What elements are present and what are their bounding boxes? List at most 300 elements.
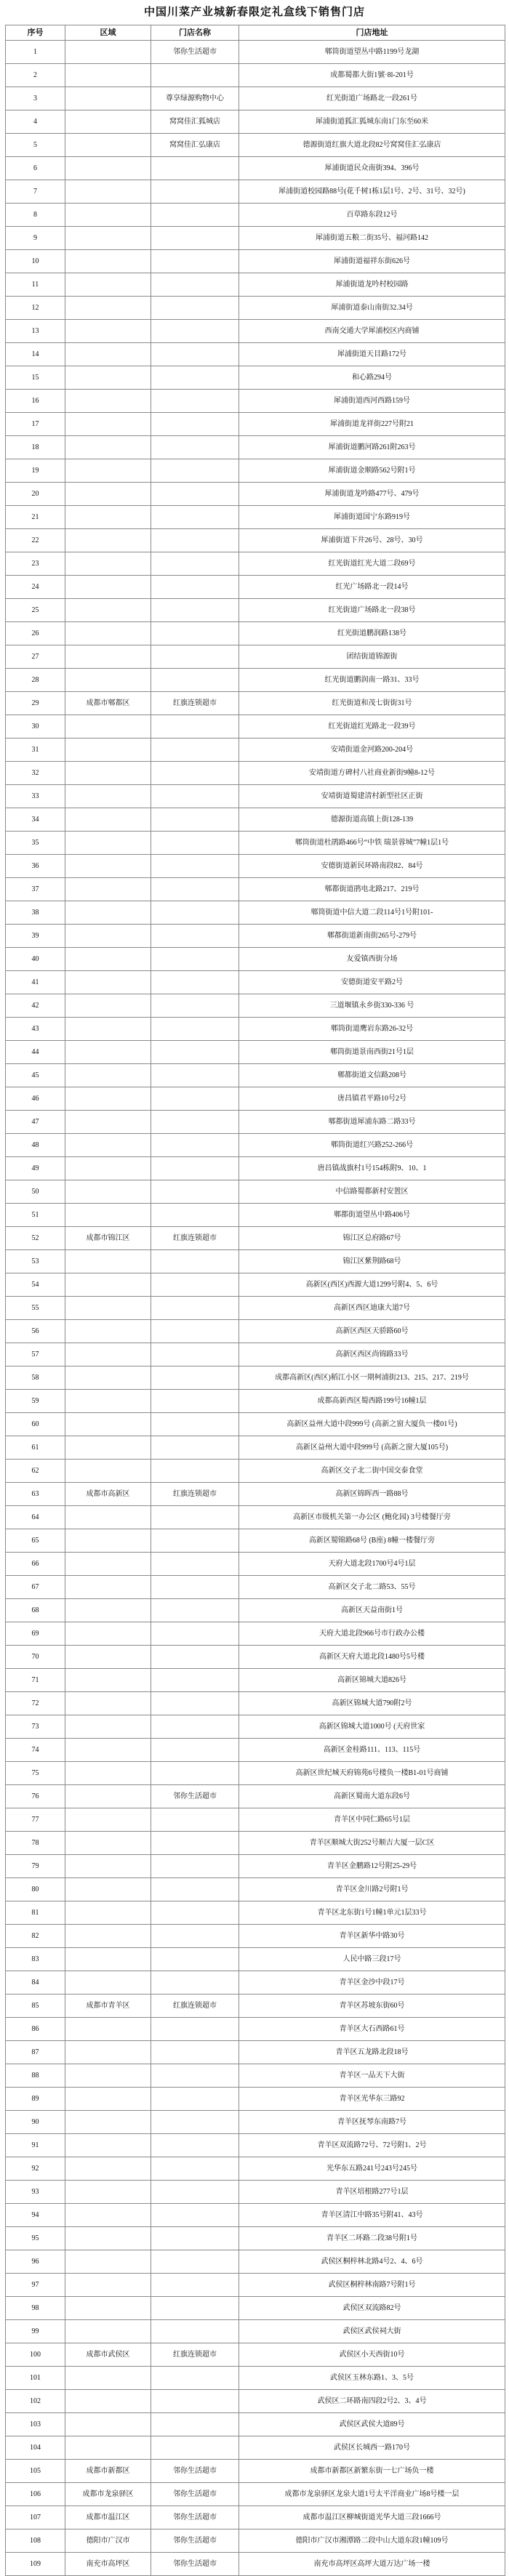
row-store-address: 团结街道锦源街	[239, 645, 505, 669]
table-row	[6, 1739, 505, 1762]
row-region	[65, 227, 151, 250]
row-region	[65, 738, 151, 762]
row-store-address: 锦江区紫荆路68号	[239, 1250, 505, 1273]
row-store-name	[151, 808, 239, 832]
table-row	[6, 599, 505, 622]
row-store-address: 安靖街道蜀建清村新型社区正街	[239, 785, 505, 808]
row-index: 78	[6, 1832, 65, 1855]
table-row	[6, 1087, 505, 1111]
row-store-address: 红光街道鹏润路138号	[239, 622, 505, 645]
row-region	[65, 1436, 151, 1460]
row-region	[65, 2227, 151, 2250]
row-store-address: 高新区蜀锦路68号 (B座) 8幢一楼餐厅旁	[239, 1529, 505, 1553]
row-region	[65, 2367, 151, 2390]
row-region	[65, 1134, 151, 1157]
row-store-name	[151, 1576, 239, 1599]
row-index: 86	[6, 2018, 65, 2041]
table-row	[6, 645, 505, 669]
row-index: 47	[6, 1111, 65, 1134]
table-row	[6, 994, 505, 1018]
store-table	[5, 25, 505, 2576]
row-region	[65, 1971, 151, 1995]
table-row	[6, 1041, 505, 1064]
row-store-name	[151, 1692, 239, 1715]
row-store-address: 唐昌镇战旗村1号154栋附9、10、1	[239, 1157, 505, 1180]
table-row	[6, 808, 505, 832]
row-store-address: 高新区金桂路111、113、115号	[239, 1739, 505, 1762]
row-store-address: 青羊区新华中路30号	[239, 1925, 505, 1948]
row-region	[65, 994, 151, 1018]
row-region	[65, 1204, 151, 1227]
row-store-name	[151, 1180, 239, 1204]
row-store-address: 天府大道北段966号市行政办公楼	[239, 1622, 505, 1646]
row-store-name	[151, 529, 239, 552]
row-index: 32	[6, 762, 65, 785]
row-store-name: 邻你生活超市	[151, 1785, 239, 1808]
row-region	[65, 1460, 151, 1483]
row-store-address: 高新区天府大道北段1480号5号楼	[239, 1646, 505, 1669]
row-store-name	[151, 901, 239, 925]
row-region	[65, 669, 151, 692]
row-index: 49	[6, 1157, 65, 1180]
row-store-address: 犀浦街道鹏河路261附263号	[239, 436, 505, 459]
table-row	[6, 436, 505, 459]
row-region	[65, 552, 151, 576]
row-store-name	[151, 1971, 239, 1995]
row-store-address: 高新区天益南街1号	[239, 1599, 505, 1622]
row-store-address: 郫都街道望丛中路406号	[239, 1204, 505, 1227]
row-index: 14	[6, 343, 65, 366]
row-index: 37	[6, 878, 65, 901]
row-index: 67	[6, 1576, 65, 1599]
row-region	[65, 320, 151, 343]
table-row	[6, 506, 505, 529]
row-region	[65, 2320, 151, 2343]
row-region	[65, 1343, 151, 1367]
row-region	[65, 948, 151, 971]
row-index: 18	[6, 436, 65, 459]
row-region	[65, 1553, 151, 1576]
row-store-name: 窝窝佳汇狐城店	[151, 110, 239, 134]
row-store-address: 光华东五路241号243号245号	[239, 2157, 505, 2181]
row-store-name	[151, 320, 239, 343]
row-store-name	[151, 2250, 239, 2274]
row-store-address: 郫筒街道中信大道二段114号1号附101-	[239, 901, 505, 925]
row-region: 成都市锦江区	[65, 1227, 151, 1250]
row-store-name	[151, 576, 239, 599]
row-region	[65, 2111, 151, 2134]
row-index: 74	[6, 1739, 65, 1762]
row-region: 成都市新都区	[65, 2460, 151, 2483]
row-region	[65, 1669, 151, 1692]
table-row	[6, 110, 505, 134]
table-header-row	[6, 25, 505, 41]
row-store-name	[151, 1297, 239, 1320]
row-index: 80	[6, 1878, 65, 1901]
header-region: 区域	[65, 25, 151, 41]
row-region	[65, 645, 151, 669]
row-store-address: 高新区西区尚锦路33号	[239, 1343, 505, 1367]
row-store-name	[151, 1553, 239, 1576]
table-row	[6, 1227, 505, 1250]
row-index: 11	[6, 273, 65, 297]
row-store-name	[151, 1111, 239, 1134]
row-index: 30	[6, 715, 65, 738]
row-store-address: 红光街道红光大道二段69号	[239, 552, 505, 576]
row-index: 82	[6, 1925, 65, 1948]
row-index: 61	[6, 1436, 65, 1460]
table-row	[6, 157, 505, 180]
row-index: 9	[6, 227, 65, 250]
table-row	[6, 1250, 505, 1273]
row-store-name	[151, 2274, 239, 2297]
row-index: 66	[6, 1553, 65, 1576]
row-index: 57	[6, 1343, 65, 1367]
row-store-address: 高新区锦城大道1000号 (天府世家	[239, 1715, 505, 1739]
row-region	[65, 1390, 151, 1413]
row-region	[65, 110, 151, 134]
row-store-address: 郫筒街道红兴路252-266号	[239, 1134, 505, 1157]
table-row	[6, 762, 505, 785]
row-index: 56	[6, 1320, 65, 1343]
row-index: 77	[6, 1808, 65, 1832]
table-row	[6, 2529, 505, 2553]
row-region	[65, 2204, 151, 2227]
row-region	[65, 1157, 151, 1180]
row-store-address: 青羊区抚琴东南路7号	[239, 2111, 505, 2134]
row-store-address: 红光街道广场路北一段261号	[239, 87, 505, 110]
row-index: 103	[6, 2413, 65, 2436]
row-store-name	[151, 645, 239, 669]
row-store-name	[151, 832, 239, 855]
row-region	[65, 390, 151, 413]
table-row	[6, 1901, 505, 1925]
row-region	[65, 1855, 151, 1878]
row-store-address: 犀浦街道西河西路159号	[239, 390, 505, 413]
row-index: 69	[6, 1622, 65, 1646]
row-index: 6	[6, 157, 65, 180]
row-store-name	[151, 785, 239, 808]
row-index: 51	[6, 1204, 65, 1227]
table-row	[6, 2553, 505, 2576]
row-store-name	[151, 1250, 239, 1273]
row-store-name	[151, 180, 239, 204]
table-row	[6, 1018, 505, 1041]
row-store-name	[151, 738, 239, 762]
row-region	[65, 1018, 151, 1041]
row-region	[65, 2018, 151, 2041]
row-index: 27	[6, 645, 65, 669]
table-row	[6, 2111, 505, 2134]
table-row	[6, 1948, 505, 1971]
row-index: 10	[6, 250, 65, 273]
table-row	[6, 273, 505, 297]
row-region	[65, 1901, 151, 1925]
row-index: 22	[6, 529, 65, 552]
row-index: 13	[6, 320, 65, 343]
row-index: 55	[6, 1297, 65, 1320]
table-row	[6, 320, 505, 343]
row-store-name	[151, 506, 239, 529]
row-store-address: 百草路东段12号	[239, 204, 505, 227]
row-store-name	[151, 1204, 239, 1227]
row-store-name	[151, 2041, 239, 2064]
row-store-address: 青羊区二环路二段38号附1号	[239, 2227, 505, 2250]
row-store-name	[151, 2088, 239, 2111]
row-store-name	[151, 2181, 239, 2204]
table-row	[6, 250, 505, 273]
row-index: 17	[6, 413, 65, 436]
row-region	[65, 41, 151, 64]
row-store-address: 青羊区大石西路61号	[239, 2018, 505, 2041]
row-store-name	[151, 413, 239, 436]
table-row	[6, 1622, 505, 1646]
row-region	[65, 2181, 151, 2204]
table-row	[6, 576, 505, 599]
row-store-address: 犀浦街道金顺路562号附1号	[239, 459, 505, 483]
row-store-address: 德源街道红旗大道北段82号窝窝佳汇弘康店	[239, 134, 505, 157]
row-store-address: 青羊区光华东三路92	[239, 2088, 505, 2111]
row-store-name	[151, 1808, 239, 1832]
row-store-name	[151, 971, 239, 994]
table-row	[6, 2157, 505, 2181]
row-store-name	[151, 1087, 239, 1111]
table-row	[6, 1971, 505, 1995]
row-index: 107	[6, 2506, 65, 2529]
row-region	[65, 134, 151, 157]
table-row	[6, 2367, 505, 2390]
row-region	[65, 1273, 151, 1297]
row-index: 76	[6, 1785, 65, 1808]
table-row	[6, 901, 505, 925]
row-store-address: 武侯区双流路82号	[239, 2297, 505, 2320]
table-row	[6, 1576, 505, 1599]
row-store-address: 青羊区顺城大街252号顺吉大厦一层C区	[239, 1832, 505, 1855]
row-index: 5	[6, 134, 65, 157]
table-row	[6, 1599, 505, 1622]
row-region	[65, 762, 151, 785]
row-store-name: 邻你生活超市	[151, 2506, 239, 2529]
row-region	[65, 1692, 151, 1715]
row-region	[65, 1785, 151, 1808]
row-index: 45	[6, 1064, 65, 1087]
row-index: 52	[6, 1227, 65, 1250]
row-index: 89	[6, 2088, 65, 2111]
row-store-name	[151, 1878, 239, 1901]
row-index: 7	[6, 180, 65, 204]
row-store-address: 成都市龙泉驿区龙泉大道1号太平洋商业广场8号楼一层	[239, 2483, 505, 2506]
row-region	[65, 366, 151, 390]
table-row	[6, 692, 505, 715]
row-store-address: 郫都街道文信路208号	[239, 1064, 505, 1087]
table-row	[6, 1995, 505, 2018]
row-region	[65, 1367, 151, 1390]
row-index: 12	[6, 297, 65, 320]
table-row	[6, 204, 505, 227]
header-index: 序号	[6, 25, 65, 41]
row-index: 48	[6, 1134, 65, 1157]
row-region	[65, 2390, 151, 2413]
row-region	[65, 808, 151, 832]
table-row	[6, 2297, 505, 2320]
row-store-address: 郫筒街道望丛中路1199号龙湖	[239, 41, 505, 64]
row-store-address: 红光街道鹏润南一路31、33号	[239, 669, 505, 692]
row-store-address: 红光广场路北一段14号	[239, 576, 505, 599]
table-row	[6, 1553, 505, 1576]
row-region	[65, 250, 151, 273]
row-region	[65, 1646, 151, 1669]
row-store-name	[151, 1529, 239, 1553]
table-row	[6, 1390, 505, 1413]
table-row	[6, 785, 505, 808]
row-region: 成都市高新区	[65, 1483, 151, 1506]
table-row	[6, 1460, 505, 1483]
row-store-address: 德阳市广汉市湘潭路二段中山大道东段1幢109号	[239, 2529, 505, 2553]
row-store-address: 三道堰镇永乡街330-336 号	[239, 994, 505, 1018]
row-region	[65, 2064, 151, 2088]
row-store-address: 武侯区桐梓林南路7号附1号	[239, 2274, 505, 2297]
row-store-name	[151, 2227, 239, 2250]
table-row	[6, 2250, 505, 2274]
row-store-address: 高新区交子北二街中国交泰食堂	[239, 1460, 505, 1483]
row-index: 2	[6, 64, 65, 87]
table-row	[6, 948, 505, 971]
row-index: 25	[6, 599, 65, 622]
row-store-address: 高新区锦城大道790附2号	[239, 1692, 505, 1715]
row-region	[65, 1948, 151, 1971]
row-index: 16	[6, 390, 65, 413]
row-store-address: 高新区市级机关第一办公区 (鲍化园) 3号楼餐厅旁	[239, 1506, 505, 1529]
row-store-address: 犀浦街道龙吟路477号、479号	[239, 483, 505, 506]
table-row	[6, 529, 505, 552]
row-store-address: 武侯区桐梓林北路4号2、4、6号	[239, 2250, 505, 2274]
table-row	[6, 878, 505, 901]
table-row	[6, 2390, 505, 2413]
row-index: 97	[6, 2274, 65, 2297]
header-store-address: 门店地址	[239, 25, 505, 41]
table-row	[6, 64, 505, 87]
table-row	[6, 483, 505, 506]
row-store-name	[151, 204, 239, 227]
row-store-address: 高新区(西区)西源大道1299号附4、5、6号	[239, 1273, 505, 1297]
row-index: 70	[6, 1646, 65, 1669]
table-row	[6, 1808, 505, 1832]
row-index: 75	[6, 1762, 65, 1785]
row-index: 64	[6, 1506, 65, 1529]
row-store-name: 邻你生活超市	[151, 2529, 239, 2553]
row-store-name	[151, 436, 239, 459]
row-store-address: 犀浦街道泰山南街32.34号	[239, 297, 505, 320]
row-store-address: 红光街道和茂七街街31号	[239, 692, 505, 715]
row-store-name	[151, 1064, 239, 1087]
row-region	[65, 971, 151, 994]
row-region	[65, 436, 151, 459]
row-index: 79	[6, 1855, 65, 1878]
row-store-address: 青羊区北东街1号1幢1单元1层33号	[239, 1901, 505, 1925]
row-store-address: 青羊区金鹏路12号附25-29号	[239, 1855, 505, 1878]
row-store-name	[151, 64, 239, 87]
table-row	[6, 2483, 505, 2506]
row-store-name	[151, 622, 239, 645]
row-region: 成都市青羊区	[65, 1995, 151, 2018]
row-store-name	[151, 459, 239, 483]
table-row	[6, 41, 505, 64]
row-store-address: 犀浦街道校园路88号(花千树1栋1层1号、2号、31号、32号)	[239, 180, 505, 204]
row-store-address: 犀浦街道福祥东街626号	[239, 250, 505, 273]
row-index: 101	[6, 2367, 65, 2390]
row-store-name	[151, 1925, 239, 1948]
row-store-address: 红光街道广场路北一段38号	[239, 599, 505, 622]
row-index: 102	[6, 2390, 65, 2413]
row-index: 28	[6, 669, 65, 692]
row-index: 23	[6, 552, 65, 576]
row-store-address: 武侯区长城西一路170号	[239, 2436, 505, 2460]
row-index: 90	[6, 2111, 65, 2134]
table-row	[6, 1064, 505, 1087]
row-store-name	[151, 1157, 239, 1180]
row-index: 8	[6, 204, 65, 227]
row-store-name	[151, 1622, 239, 1646]
row-index: 59	[6, 1390, 65, 1413]
row-store-address: 安德街道新民环路南段82、84号	[239, 855, 505, 878]
row-region	[65, 2436, 151, 2460]
row-region	[65, 1576, 151, 1599]
row-store-address: 犀浦街道狐汇狐城东南1门东至60米	[239, 110, 505, 134]
row-store-name	[151, 2297, 239, 2320]
row-store-name	[151, 157, 239, 180]
row-region	[65, 1297, 151, 1320]
table-row	[6, 87, 505, 110]
row-store-address: 高新区西区天骄路60号	[239, 1320, 505, 1343]
row-store-address: 郫都街道犀浦东路二路33号	[239, 1111, 505, 1134]
row-store-address: 高新区世纪城天府锦苑6号楼负一楼B1-01号商铺	[239, 1762, 505, 1785]
table-row	[6, 2506, 505, 2529]
table-row	[6, 2320, 505, 2343]
row-store-address: 武侯区小天西街10号	[239, 2343, 505, 2367]
row-index: 98	[6, 2297, 65, 2320]
row-region	[65, 878, 151, 901]
row-store-name	[151, 2111, 239, 2134]
row-store-name	[151, 1901, 239, 1925]
row-region	[65, 1111, 151, 1134]
row-index: 43	[6, 1018, 65, 1041]
row-index: 41	[6, 971, 65, 994]
row-region	[65, 273, 151, 297]
row-store-address: 青羊区一品天下大街	[239, 2064, 505, 2088]
row-region	[65, 529, 151, 552]
row-store-name	[151, 273, 239, 297]
row-region	[65, 204, 151, 227]
row-store-address: 成都市新都区新繁东街一七广场负一楼	[239, 2460, 505, 2483]
row-store-address: 青羊区金沙中段17号	[239, 1971, 505, 1995]
row-store-address: 和心路294号	[239, 366, 505, 390]
table-row	[6, 1646, 505, 1669]
row-store-name	[151, 1460, 239, 1483]
row-index: 105	[6, 2460, 65, 2483]
row-index: 83	[6, 1948, 65, 1971]
row-index: 20	[6, 483, 65, 506]
table-row	[6, 1413, 505, 1436]
table-row	[6, 1367, 505, 1390]
row-store-name	[151, 483, 239, 506]
row-store-address: 高新区锦城大道826号	[239, 1669, 505, 1692]
row-index: 108	[6, 2529, 65, 2553]
row-index: 81	[6, 1901, 65, 1925]
row-region: 成都市武侯区	[65, 2343, 151, 2367]
row-region	[65, 622, 151, 645]
header-store-name: 门店名称	[151, 25, 239, 41]
row-store-address: 郫筒街道鹰岩东路26-32号	[239, 1018, 505, 1041]
